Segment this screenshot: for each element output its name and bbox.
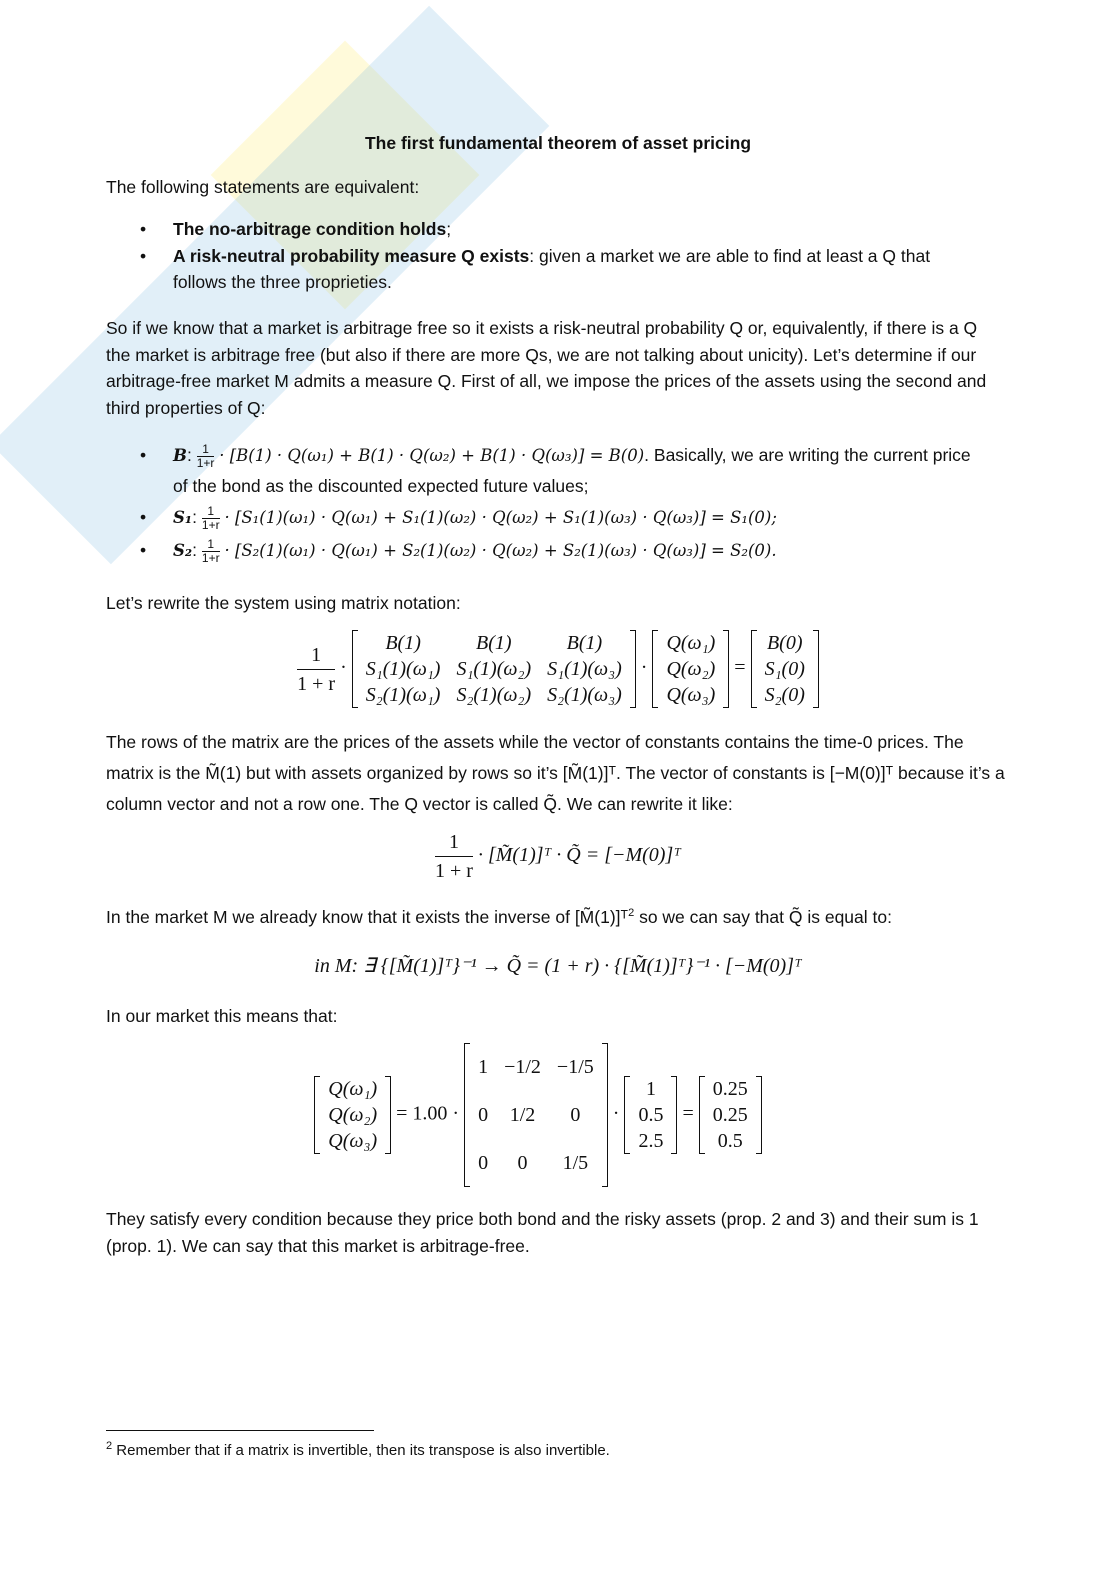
paragraph: In the market M we already know that it exists the inverse of [M̃(1)]ᵀ$^2$ so we can say that Q̃ is equal to:	[106, 906, 892, 927]
inverse-equation: in M: ∃ {[M̃(1)]ᵀ}⁻¹ → Q̃ = (1 + r) · {[M̃(1)]ᵀ}⁻¹ · [−M(0)]ᵀ	[314, 955, 802, 977]
numeric-equation: Q(ω₁) Q(ω₂) Q(ω₃) = 1.00 · 1 −1/2 −1/5 0 1/2 0 0 0 1/5 · 1 0.5 2.5 = 0.25 0.25 0.5	[0, 1043, 1096, 1187]
equivalence-list	[106, 216, 986, 296]
transpose-equation: $\frac{1}{1 + r}$ · [M̃(1)]ᵀ · Q̃ = [−M(0)]ᵀ	[0, 828, 1116, 885]
pricing-equations	[106, 440, 986, 567]
matrix-equation: $\frac{1}{1 + r}$ · B(1) B(1) B(1) S₁(1)(ω₁) S₁(1)(ω₂) S₁(1)(ω₃) S₂(1)(ω₁) S₂(1)(ω₂) S₂(1)(ω₃) · Q(ω₁) Q(ω₂) Q(ω₃) = B(0) S₁(0) S₂(0)	[0, 630, 1116, 708]
paragraph: The rows of the matrix are the prices of the assets while the vector of constants contains the time-0 prices. The matrix is the M̃(1) but with assets organized by rows so it’s [M̃(1)]ᵀ. The vector of constants is [−M(0)]ᵀ because it’s a column vector and not a row one. The Q vector is called Q̃. We can rewrite it like:	[106, 732, 1005, 814]
list-item: • B: $\frac{1}{1+r}$ · [B(1) · Q(ω₁) + B(1) · Q(ω₂) + B(1) · Q(ω₃)] = B(0). Basically, we are writing the current price of the bond as the discounted expected future values;	[106, 440, 986, 501]
paragraph: They satisfy every condition because they price both bond and the risky assets (prop. 2 and 3) and their sum is 1 (prop. 1). We can say that this market is arbitrage-free.	[106, 1209, 979, 1256]
list-item: • S₁: $\frac{1}{1+r}$ · [S₁(1)(ω₁) · Q(ω₁) + S₁(1)(ω₂) · Q(ω₂) + S₁(1)(ω₃) · Q(ω₃)] = S₁(0);	[106, 501, 986, 534]
paragraph: In our market this means that:	[106, 1006, 338, 1026]
list-item: • S₂: $\frac{1}{1+r}$ · [S₂(1)(ω₁) · Q(ω₁) + S₂(1)(ω₂) · Q(ω₂) + S₂(1)(ω₃) · Q(ω₃)] = S₂(0).	[106, 534, 986, 567]
page-title: The first fundamental theorem of asset pricing	[364, 133, 752, 153]
list-item: • A risk-neutral probability measure Q exists: given a market we are able to find at least a Q that follows the three proprieties.	[106, 243, 986, 296]
paragraph: So if we know that a market is arbitrage free so it exists a risk-neutral probability Q or, equivalently, if there is a Q the market is arbitrage free (but also if there are more Qs, we are not talking about unicity). Let’s determine if our arbitrage-free market M admits a measure Q. First of all, we impose the prices of the assets using the second and third properties of Q:	[106, 318, 987, 418]
paragraph: Let’s rewrite the system using matrix notation:	[106, 593, 461, 613]
list-item: • The no-arbitrage condition holds;	[106, 216, 986, 243]
footnote: $^2$ Remember that if a matrix is invertible, then its transpose is also invertible.	[106, 1440, 610, 1459]
footnote-divider	[106, 1430, 374, 1431]
intro-text: The following statements are equivalent:	[106, 177, 420, 197]
